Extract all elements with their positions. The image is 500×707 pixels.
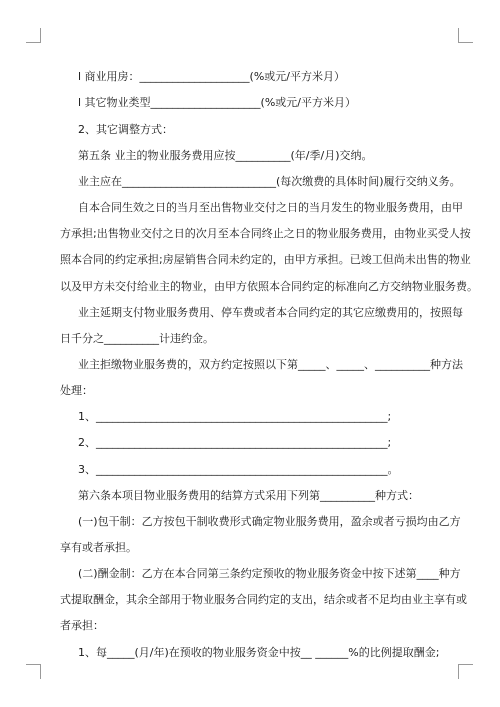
text-line: l 商业用房：____________________(%或元/平方米月）	[78, 70, 346, 83]
text-line: 自本合同生效之日的当月至出售物业交付之日的当月发生的物业服务费用，由甲	[78, 201, 463, 214]
text-line: l 其它物业类型____________________(%或元/平方米月）	[78, 96, 357, 109]
text-line: 业主延期支付物业服务费用、停车费或者本合同约定的其它应缴费用的，按照每	[78, 306, 463, 319]
text-line: 者承担：	[60, 619, 104, 632]
text-line: 式提取酬金，其余全部用于物业服务合同约定的支出，结余或者不足均由业主享有或	[60, 593, 467, 606]
text-line: 3、_____________________________________________________。	[78, 463, 399, 476]
text-line: 第六条本项目物业服务费用的结算方式采用下列第__________种方式：	[78, 489, 419, 502]
crop-mark-bottom-right	[458, 664, 473, 679]
text-line: 照本合同的约定承担;房屋销售合同未约定的，由甲方承担。已竣工但尚未出售的物业	[60, 253, 471, 266]
text-line: 日千分之__________计违约金。	[60, 332, 214, 345]
text-line: 方承担;出售物业交付之日的次月至本合同终止之日的物业服务费用，由物业买受人按	[60, 227, 471, 240]
crop-mark-top-right	[458, 28, 473, 43]
text-line: 以及甲方未交付给业主的物业，由甲方依照本合同约定的标准向乙方交纳物业服务费。	[60, 280, 478, 293]
text-line: 业主应在____________________________(每次缴费的具体时间)履行交纳义务。	[78, 175, 461, 188]
text-line: 2、其它调整方式：	[78, 123, 173, 136]
text-line: 处理：	[60, 384, 93, 397]
text-line: 第五条 业主的物业服务费用应按__________(年/季/月)交纳。	[78, 149, 373, 162]
text-line: 2、_____________________________________________________;	[78, 436, 392, 449]
text-line: (一)包干制：乙方按包干制收费形式确定物业服务费用，盈余或者亏损均由乙方	[78, 515, 461, 528]
text-line: 1、_____________________________________________________;	[78, 410, 392, 423]
text-line: 享有或者承担。	[60, 541, 137, 554]
text-line: 业主拒缴物业服务费的，双方约定按照以下第_____、_____、__________种方法	[78, 358, 463, 371]
text-line: 1、每_____(月/年)在预收的物业服务资金中按__ ______%的比例提取酬金;	[78, 646, 440, 659]
crop-mark-bottom-left	[26, 664, 41, 679]
text-line: (二)酬金制：乙方在本合同第三条约定预收的物业服务资金中按下述第____种方	[78, 567, 461, 580]
crop-mark-top-left	[26, 28, 41, 43]
